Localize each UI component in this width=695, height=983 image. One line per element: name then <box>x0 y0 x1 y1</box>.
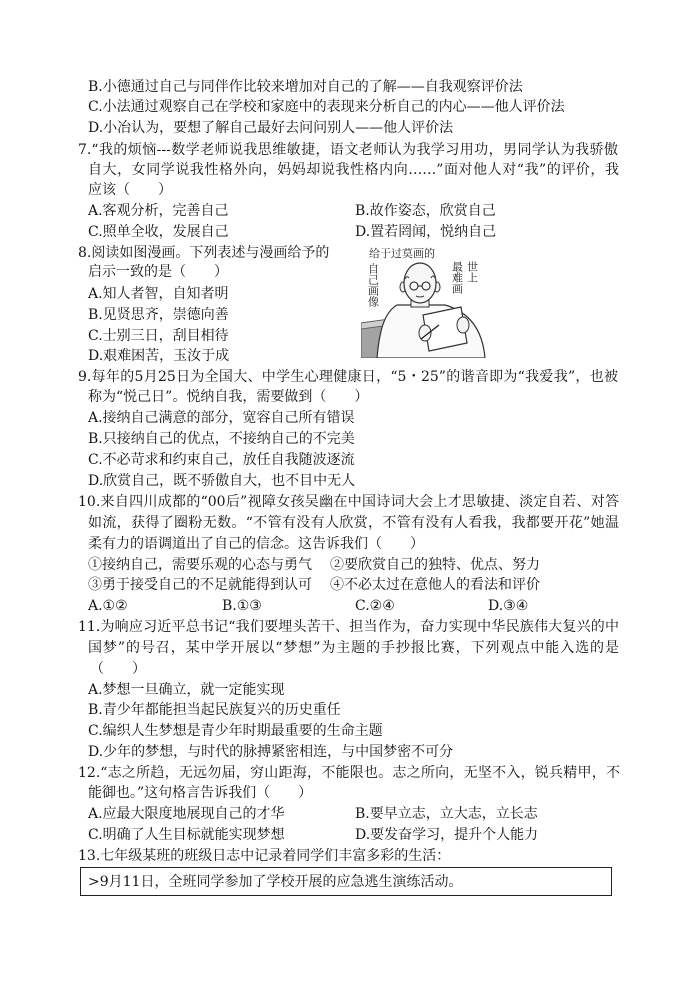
q6-option-b: B.小德通过自己与同伴作比较来增加对自己的了解——自我观察评价法 <box>88 79 523 95</box>
q10-option-b: B.①③ <box>222 598 262 614</box>
q10-option-d: D.③④ <box>488 598 529 614</box>
q7-option-b: B.故作姿态，欣赏自己 <box>355 203 496 219</box>
q12-stem-line-1: 12.“志之所趋，无远勿届，穷山距海，不能限也。志之所向，无坚不入，锐兵精甲，不 <box>78 765 620 781</box>
q11-stem-line-1: 11.为响应习近平总书记“我们要埋头苦干、担当作为，奋力实现中华民族伟大复兴的中 <box>78 619 619 635</box>
q10-statement-3: ③勇于接受自己的不足就能得到认可 <box>88 577 312 593</box>
q9-option-c: C.不必苛求和约束自己，放任自我随波逐流 <box>88 452 355 468</box>
q11-option-a: A.梦想一旦确立，就一定能实现 <box>88 682 285 698</box>
q10-option-c: C.②④ <box>355 598 395 614</box>
q11-option-c: C.编织人生梦想是青少年时期最重要的生命主题 <box>88 723 383 739</box>
q7-stem-line-3: 应该（ ） <box>88 182 172 198</box>
q8-option-b: B.见贤思齐，崇德向善 <box>88 307 229 323</box>
q10-statement-1: ①接纳自己，需要乐观的心态与勇气 <box>88 557 312 573</box>
q10-stem-line-3: 柔有力的语调道出了自己的信念。这告诉我们（ ） <box>88 536 424 552</box>
q12-option-a: A.应最大限度地展现自己的才华 <box>88 806 285 822</box>
comic-lettering-left: 自己画像 <box>366 263 380 307</box>
comic-lettering-right-1: 最难画 <box>450 261 464 294</box>
comic-illustration <box>361 243 501 358</box>
q7-stem-line-2: 自大，女同学说我性格外向，妈妈却说我性格内向……”面对他人对“我”的评价，我 <box>88 162 619 178</box>
q11-option-d: D.少年的梦想，与时代的脉搏紧密相连，与中国梦密不可分 <box>88 744 454 760</box>
q8-option-c: C.士别三日，刮目相待 <box>88 328 229 344</box>
q13-log-entry: >9月11日，全班同学参加了学校开展的应急逃生演练活动。 <box>88 874 463 890</box>
q8-option-a: A.知人者智，自知者明 <box>88 286 229 302</box>
q12-option-d: D.要发奋学习，提升个人能力 <box>355 827 539 843</box>
q10-option-a: A.①② <box>88 598 128 614</box>
q6-option-c: C.小法通过观察自己在学校和家庭中的表现来分析自己的内心——他人评价法 <box>88 99 565 115</box>
q11-stem-line-3: （ ） <box>90 661 146 677</box>
q10-stem-line-2: 如流，获得了圈粉无数。“不管有没有人欣赏，不管有没有人看我，我都要开花”她温 <box>88 515 619 531</box>
comic-hand-right <box>457 317 469 333</box>
q12-option-c: C.明确了人生目标就能实现梦想 <box>88 827 285 843</box>
q6-option-d: D.小冶认为，要想了解自己最好去问问别人——他人评价法 <box>88 120 454 136</box>
q10-statement-2: ②要欣赏自己的独特、优点、努力 <box>330 557 540 573</box>
q8-stem-line-1: 8.阅读如图漫画。下列表述与漫画给予的 <box>78 245 330 261</box>
q9-option-d: D.欣赏自己，既不骄傲自大，也不目中无人 <box>88 473 356 489</box>
q8-stem-line-2: 启示一致的是（ ） <box>88 264 228 280</box>
q9-option-b: B.只接纳自己的优点，不接纳自己的不完美 <box>88 431 355 447</box>
q7-option-a: A.客观分析，完善自己 <box>88 203 229 219</box>
q7-option-c: C.照单全收，发展自己 <box>88 224 229 240</box>
q7-stem-line-1: 7.“我的烦恼---数学老师说我思维敏捷，语文老师认为我学习用功，男同学认为我骄傲 <box>78 142 618 158</box>
q12-stem-line-2: 能御也。”这句格言告诉我们（ ） <box>88 785 313 801</box>
q7-option-d: D.置若罔闻，悦纳自己 <box>355 224 497 240</box>
q9-stem-line-2: 称为“悦己日”。悦纳自我，需要做到（ ） <box>88 389 369 405</box>
q10-statement-4: ④不必太过在意他人的看法和评价 <box>330 577 540 593</box>
q9-option-a: A.接纳自己满意的部分，宽容自己所有错误 <box>88 410 355 426</box>
q8-option-d: D.艰难困苦，玉汝于成 <box>88 348 230 364</box>
q12-option-b: B.要早立志，立大志，立长志 <box>355 806 538 822</box>
q9-stem-line-1: 9.每年的5月25日为全国大、中学生心理健康日，“5・25”的谐音即为“我爱我”，也被 <box>78 369 618 385</box>
comic-lettering-right-2: 世上 <box>465 261 479 283</box>
comic-lettering-top: 给于过莫画的 <box>369 247 435 260</box>
q11-option-b: B.青少年都能担当起民族复兴的历史重任 <box>88 702 341 718</box>
q11-stem-line-2: 国梦”的号召，某中学开展以“梦想”为主题的手抄报比赛，下列观点中能入选的是 <box>88 640 619 656</box>
q13-stem: 13.七年级某班的班级日志中记录着同学们丰富多彩的生活： <box>78 848 451 864</box>
q10-stem-line-1: 10.来自四川成都的“00后”视障女孩吴幽在中国诗词大会上才思敏捷、淡定自若、对答 <box>78 494 619 510</box>
